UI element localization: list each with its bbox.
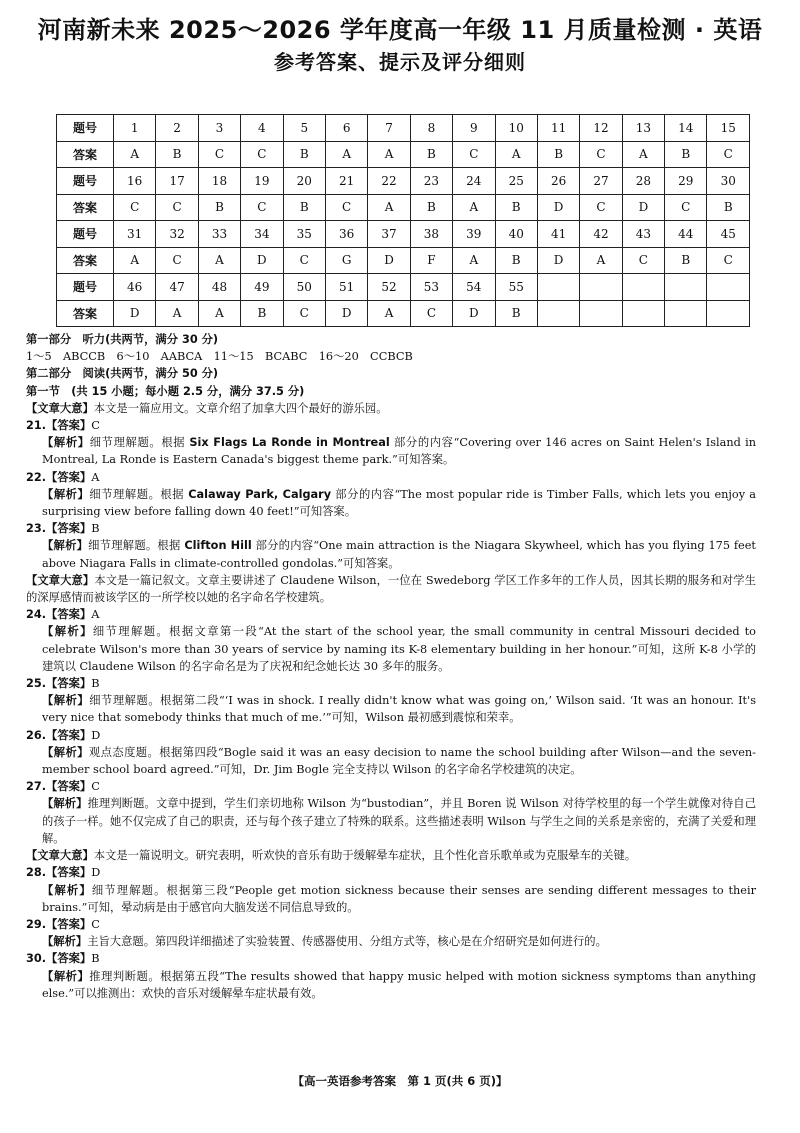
number-cell: 11 [537, 115, 579, 142]
answer-cell: D [537, 247, 579, 274]
answer-cell: C [283, 247, 325, 274]
answer-cell: C [325, 194, 367, 221]
answer-cell: C [410, 300, 452, 327]
answer-cell: A [368, 300, 410, 327]
number-row-label: 题号 [57, 168, 114, 195]
answer-cell [665, 300, 707, 327]
part1-heading: 第一部分 听力(共两节，满分 30 分) [26, 333, 219, 346]
part1-answers: 1～5 ABCCB 6～10 AABCA 11～15 BCABC 16～20 CCBCB [26, 350, 413, 364]
number-cell: 20 [283, 168, 325, 195]
number-row [57, 168, 750, 195]
answer-cell: F [410, 247, 452, 274]
answer-cell: B [665, 247, 707, 274]
answer-cell: C [707, 141, 750, 168]
number-cell: 1 [114, 115, 156, 142]
passage-c-summary: 【文章大意】本文是一篇说明文。研究表明，听欢快的音乐有助于缓解晕车症状，且个性化音乐歌单或为克服晕车的关键。 [26, 849, 637, 863]
analysis-27: 【解析】推理判断题。文章中提到，学生们亲切地称 Wilson 为“bustodian”，并且 Boren 说 Wilson 对待学校里的每一个学生就像对待自己的孩子一样。她不仅完成了自己的职责，还与每个孩子建立了特殊的联系。这些描述表明 Wilson 与学生之间的关系是亲密的，充满了关爱和理解。 [42, 797, 756, 845]
number-cell: 16 [114, 168, 156, 195]
number-cell: 32 [156, 221, 198, 248]
answer-cell: D [241, 247, 283, 274]
number-cell: 43 [622, 221, 664, 248]
page-title: 河南新未来 2025～2026 学年度高一年级 11 月质量检测 · 英语 [37, 16, 763, 44]
number-cell: 26 [537, 168, 579, 195]
answer-cell: C [114, 194, 156, 221]
answer-explanations [26, 331, 756, 1002]
answer-cell: B [198, 194, 240, 221]
number-cell [665, 274, 707, 301]
number-cell: 7 [368, 115, 410, 142]
answer-cell: B [410, 141, 452, 168]
analysis-28: 【解析】细节理解题。根据第三段“People get motion sickness because their senses are sending different messages to their brains.”可知，晕动病是由于感官向大脑发送不同信息导致的。 [42, 883, 756, 914]
answer-cell: C [156, 194, 198, 221]
number-cell: 49 [241, 274, 283, 301]
passage-a-summary: 【文章大意】本文是一篇应用文。文章介绍了加拿大四个最好的游乐园。 [26, 401, 388, 415]
answer-cell: A [622, 141, 664, 168]
answer-cell: D [325, 300, 367, 327]
number-cell: 2 [156, 115, 198, 142]
number-cell: 28 [622, 168, 664, 195]
number-cell: 31 [114, 221, 156, 248]
answer-cell: D [537, 194, 579, 221]
answer-cell: A [198, 300, 240, 327]
number-cell: 24 [453, 168, 495, 195]
number-cell: 10 [495, 115, 537, 142]
number-cell [622, 274, 664, 301]
answer-cell: A [368, 194, 410, 221]
number-cell: 47 [156, 274, 198, 301]
number-cell: 3 [198, 115, 240, 142]
number-cell: 4 [241, 115, 283, 142]
answer-cell: C [198, 141, 240, 168]
answer-row-label: 答案 [57, 141, 114, 168]
analysis-30: 【解析】推理判断题。根据第五段“The results showed that happy music helped with motion sickness symptoms than anything else.”可以推测出：欢快的音乐对缓解晕车症状最有效。 [42, 969, 756, 1000]
answer-row-label: 答案 [57, 300, 114, 327]
answer-row [57, 194, 750, 221]
page-subtitle: 参考答案、提示及评分细则 [274, 50, 526, 74]
answer-cell: B [495, 300, 537, 327]
number-cell: 18 [198, 168, 240, 195]
answer-cell: A [368, 141, 410, 168]
number-cell: 29 [665, 168, 707, 195]
number-cell: 15 [707, 115, 750, 142]
answer-27: 27.【答案】C [26, 780, 100, 794]
number-cell: 5 [283, 115, 325, 142]
answer-22: 22.【答案】A [26, 470, 100, 484]
answer-cell: B [537, 141, 579, 168]
answer-cell: A [453, 247, 495, 274]
number-cell: 51 [325, 274, 367, 301]
answer-24: 24.【答案】A [26, 608, 100, 622]
number-row [57, 115, 750, 142]
answer-cell: C [580, 141, 622, 168]
number-row-label: 题号 [57, 274, 114, 301]
analysis-25: 【解析】细节理解题。根据第二段“‘I was in shock. I really didn't know what was going on,’ Wilson said. ‘It was an honour. It's very nice that somebody thinks that much of me.’”可知，Wilson 最初感到震惊和荣幸。 [42, 694, 756, 725]
number-row-label: 题号 [57, 115, 114, 142]
number-cell: 40 [495, 221, 537, 248]
answer-row [57, 141, 750, 168]
answer-cell: B [283, 194, 325, 221]
answer-cell: A [495, 141, 537, 168]
answer-26: 26.【答案】D [26, 728, 101, 742]
number-cell: 37 [368, 221, 410, 248]
part2-section1-heading: 第一节 (共 15 小题；每小题 2.5 分，满分 37.5 分) [26, 384, 305, 398]
number-cell [580, 274, 622, 301]
answer-23: 23.【答案】B [26, 522, 100, 536]
answer-cell: A [156, 300, 198, 327]
answer-row-label: 答案 [57, 247, 114, 274]
number-cell: 30 [707, 168, 750, 195]
answer-cell: B [241, 300, 283, 327]
answer-cell [622, 300, 664, 327]
number-cell: 23 [410, 168, 452, 195]
answer-cell: C [283, 300, 325, 327]
answer-cell: C [453, 141, 495, 168]
number-cell: 9 [453, 115, 495, 142]
analysis-29: 【解析】主旨大意题。第四段详细描述了实验装置、传感器使用、分组方式等，核心是在介绍研究是如何进行的。 [42, 935, 607, 949]
answer-25: 25.【答案】B [26, 677, 100, 691]
number-cell: 35 [283, 221, 325, 248]
answer-cell: D [453, 300, 495, 327]
answer-cell [537, 300, 579, 327]
number-row [57, 221, 750, 248]
part2-heading: 第二部分 阅读(共两节，满分 50 分) [26, 367, 219, 381]
answer-row [57, 300, 750, 327]
answer-cell: A [453, 194, 495, 221]
number-row [57, 274, 750, 301]
answer-29: 29.【答案】C [26, 917, 100, 931]
answer-30: 30.【答案】B [26, 952, 100, 966]
answer-cell: C [707, 247, 750, 274]
answer-cell: D [368, 247, 410, 274]
answer-cell: B [156, 141, 198, 168]
number-cell: 44 [665, 221, 707, 248]
answer-cell: B [410, 194, 452, 221]
number-cell: 41 [537, 221, 579, 248]
answer-cell: C [241, 194, 283, 221]
answer-cell: G [325, 247, 367, 274]
number-cell: 55 [495, 274, 537, 301]
number-cell: 39 [453, 221, 495, 248]
answer-row [57, 247, 750, 274]
number-cell: 36 [325, 221, 367, 248]
number-cell: 14 [665, 115, 707, 142]
number-cell: 38 [410, 221, 452, 248]
number-cell [537, 274, 579, 301]
answer-cell: C [580, 194, 622, 221]
number-cell: 19 [241, 168, 283, 195]
analysis-24: 【解析】细节理解题。根据文章第一段“At the start of the school year, the small community in central Missouri decided to celebrate Wilson's more than 30 years of service by naming its K-8 elementary building in her honour.”可知，这所 K-8 小学的建筑以 Claudene Wilson 的名字命名是为了庆祝和纪念她长达 30 多年的服务。 [42, 625, 756, 673]
answer-cell: B [495, 194, 537, 221]
page-footer: 【高一英语参考答案 第 1 页(共 6 页)】 [292, 1074, 508, 1088]
number-cell: 21 [325, 168, 367, 195]
answer-table [56, 114, 750, 327]
answer-28: 28.【答案】D [26, 866, 101, 880]
number-cell: 25 [495, 168, 537, 195]
answer-cell: A [114, 247, 156, 274]
number-cell: 34 [241, 221, 283, 248]
number-cell: 13 [622, 115, 664, 142]
analysis-22: 【解析】细节理解题。根据 Calaway Park, Calgary 部分的内容“The most popular ride is Timber Falls, which lets you enjoy a surprising view before falling down 40 feet!”可知答案。 [42, 487, 756, 519]
number-cell: 22 [368, 168, 410, 195]
number-cell: 8 [410, 115, 452, 142]
passage-b-summary: 【文章大意】本文是一篇记叙文。文章主要讲述了 Claudene Wilson，一位在 Swedeborg 学区工作多年的工作人员，因其长期的服务和对学生的深厚感情而被该学区的一所学校以她的名字命名学校建筑。 [26, 573, 756, 605]
number-cell: 27 [580, 168, 622, 195]
analysis-21: 【解析】细节理解题。根据 Six Flags La Ronde in Montreal 部分的内容“Covering over 146 acres on Saint Helen's Island in Montreal, La Ronde is Eastern Canada's biggest theme park.”可知答案。 [42, 436, 756, 467]
answer-cell: C [156, 247, 198, 274]
number-cell: 17 [156, 168, 198, 195]
number-cell: 52 [368, 274, 410, 301]
answer-cell: B [495, 247, 537, 274]
number-cell: 12 [580, 115, 622, 142]
number-cell: 53 [410, 274, 452, 301]
answer-cell: B [665, 141, 707, 168]
number-cell [707, 274, 750, 301]
answer-cell: D [622, 194, 664, 221]
answer-cell: B [707, 194, 750, 221]
number-row-label: 题号 [57, 221, 114, 248]
answer-cell: A [114, 141, 156, 168]
number-cell: 6 [325, 115, 367, 142]
number-cell: 54 [453, 274, 495, 301]
answer-cell [707, 300, 750, 327]
answer-cell: C [241, 141, 283, 168]
answer-cell: A [198, 247, 240, 274]
analysis-26: 【解析】观点态度题。根据第四段“Bogle said it was an easy decision to name the school building after Wilson—and the seven-member school board agreed.”可知，Dr. Jim Bogle 完全支持以 Wilson 的名字命名学校建筑的决定。 [42, 745, 756, 777]
number-cell: 46 [114, 274, 156, 301]
answer-cell: B [283, 141, 325, 168]
number-cell: 48 [198, 274, 240, 301]
answer-row-label: 答案 [57, 194, 114, 221]
answer-cell: A [325, 141, 367, 168]
number-cell: 50 [283, 274, 325, 301]
analysis-23: 【解析】细节理解题。根据 Clifton Hill 部分的内容“One main attraction is the Niagara Skywheel, which has you flying 175 feet above Niagara Falls in climate-controlled gondolas.”可知答案。 [42, 539, 756, 570]
answer-cell [580, 300, 622, 327]
number-cell: 45 [707, 221, 750, 248]
answer-21: 21.【答案】C [26, 419, 100, 433]
number-cell: 33 [198, 221, 240, 248]
answer-cell: A [580, 247, 622, 274]
number-cell: 42 [580, 221, 622, 248]
answer-cell: D [114, 300, 156, 327]
answer-cell: C [622, 247, 664, 274]
answer-cell: C [665, 194, 707, 221]
